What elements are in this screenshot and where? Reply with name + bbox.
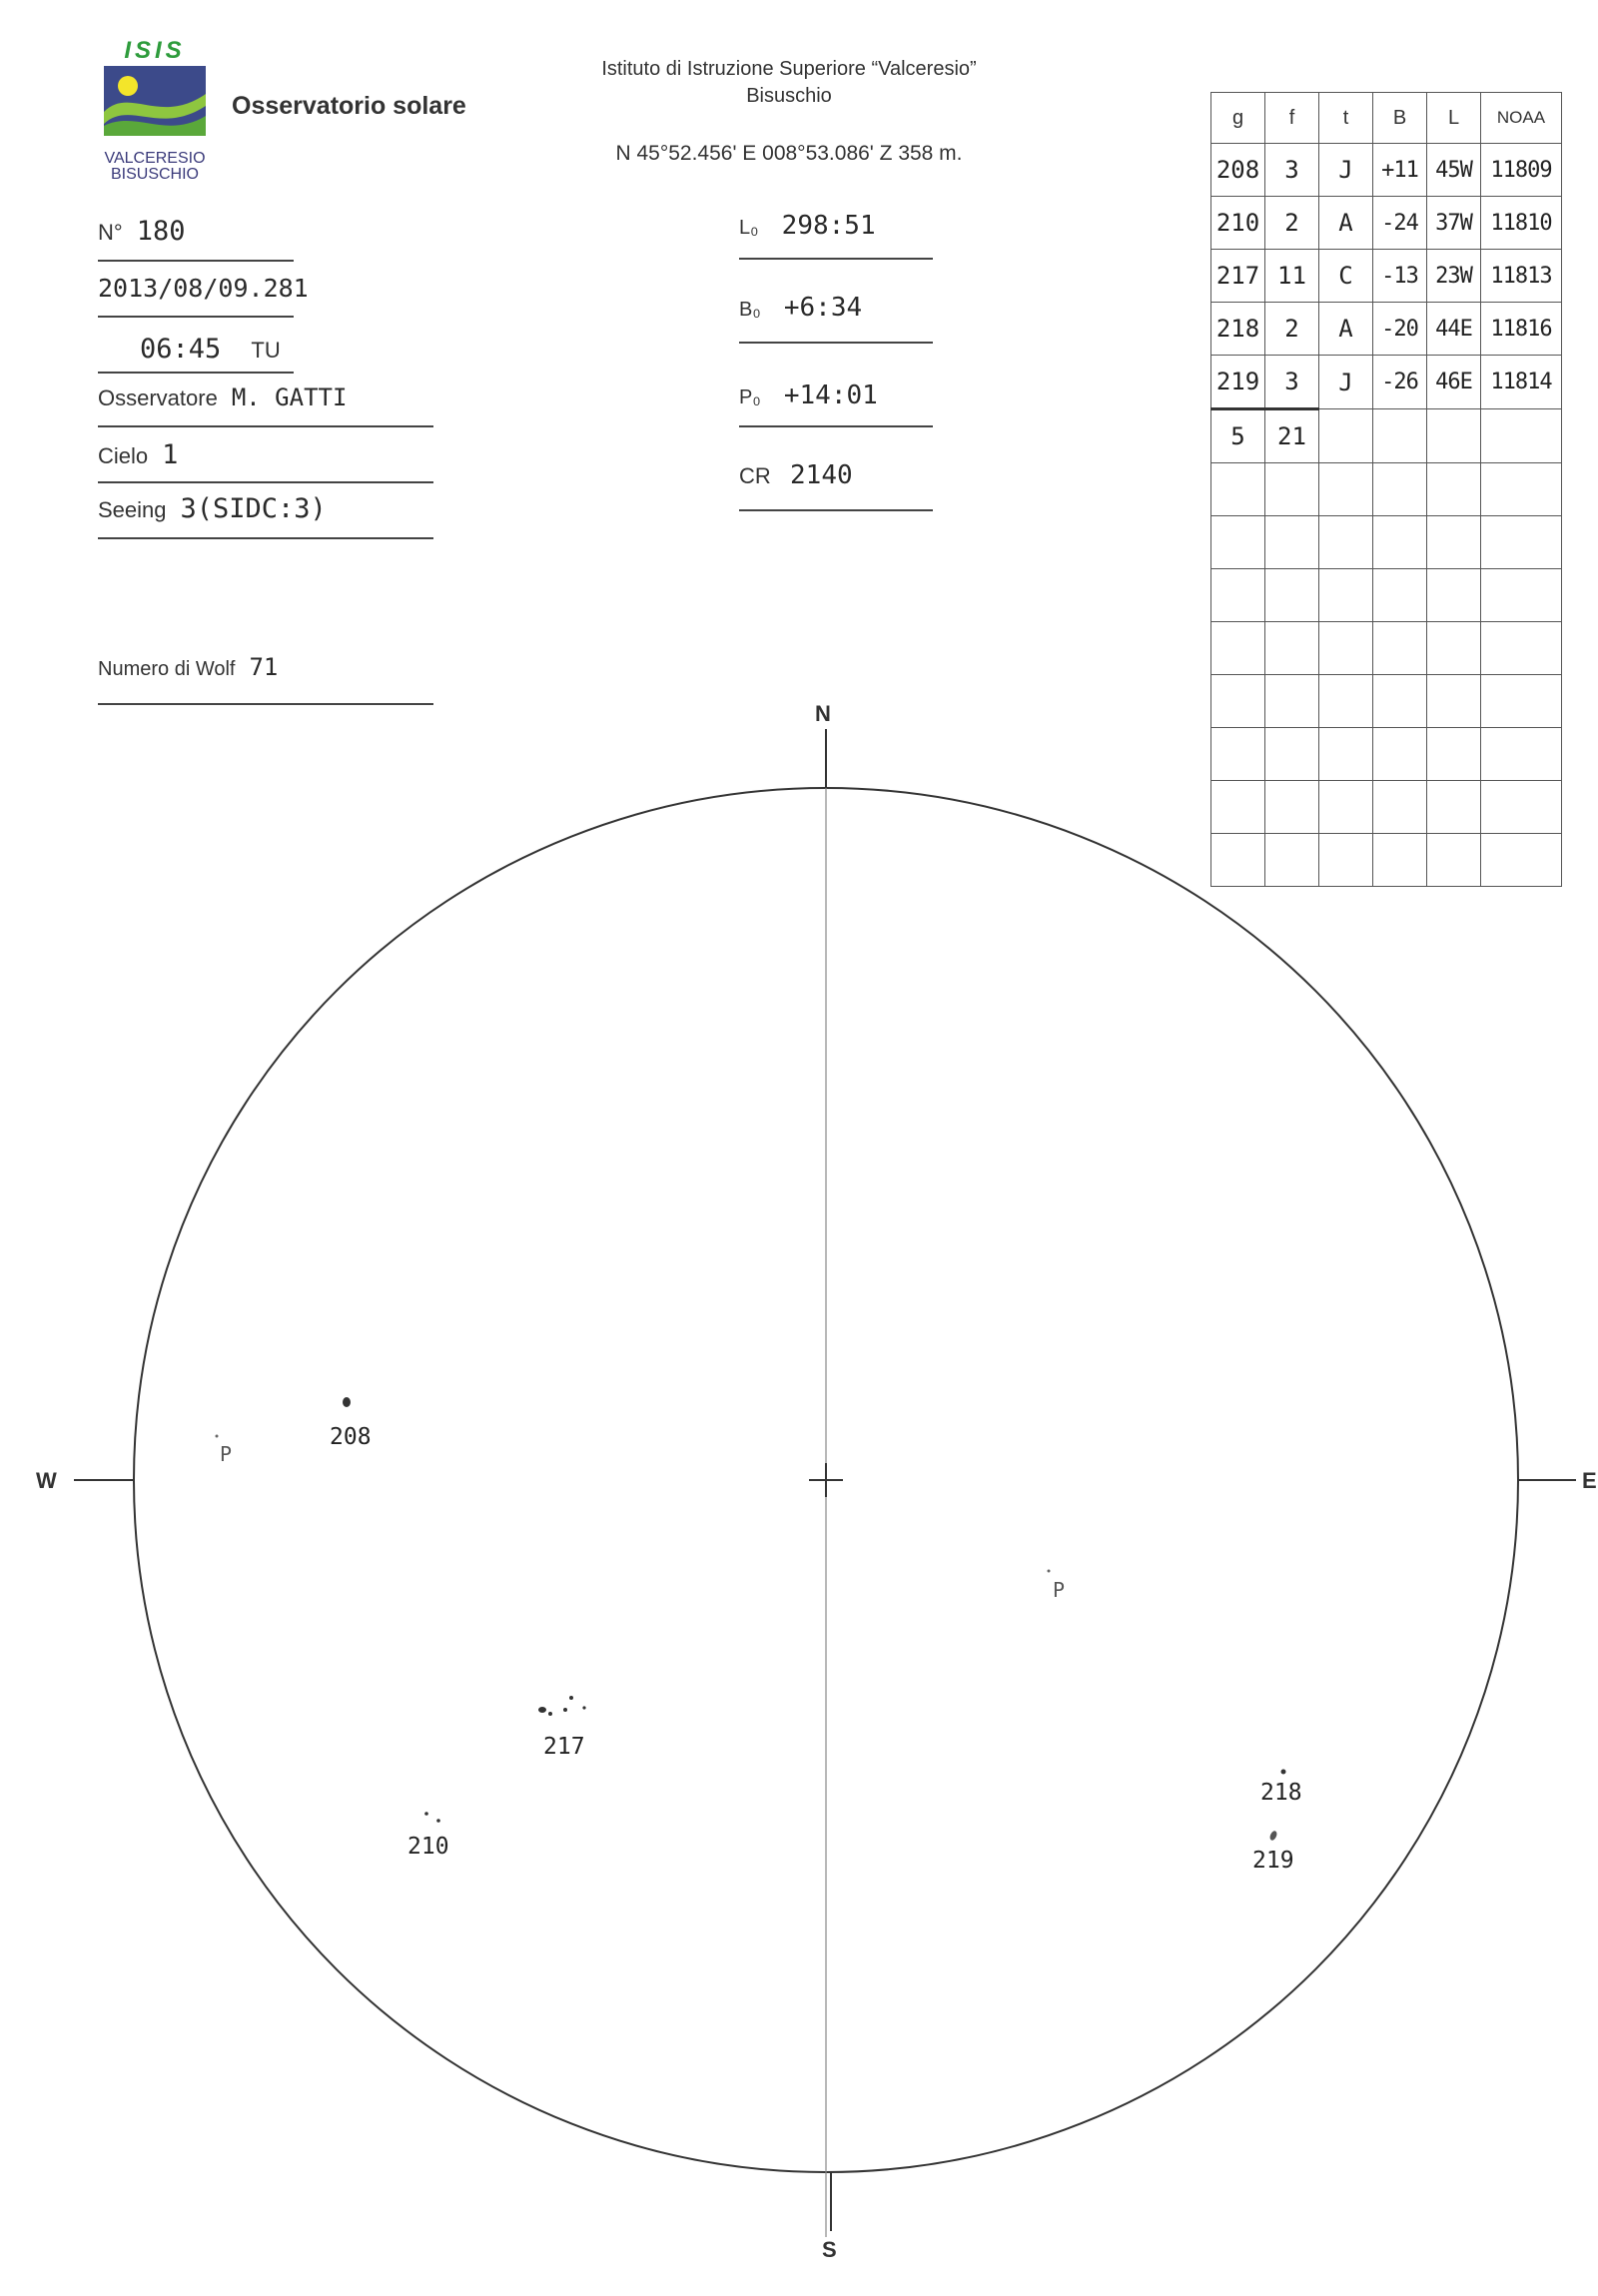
table-cell-f: 3 [1265,144,1319,197]
cr-label: CR [739,463,771,488]
spot-group-218-marks [1281,1770,1286,1775]
table-cell-noaa: 11809 [1481,144,1562,197]
institute-town: Bisuschio [746,85,832,107]
logo-isis-text: ISIS [124,37,186,64]
table-cell-noaa: 11816 [1481,303,1562,356]
table-cell-b: -20 [1373,303,1427,356]
header-b: B [1373,93,1427,144]
header-t: t [1319,93,1373,144]
table-cell-t: A [1319,197,1373,250]
b0-label: B₀ [739,299,761,321]
time-value: 06:45 [140,334,222,365]
table-cell-f: 2 [1265,197,1319,250]
l0-label: L₀ [739,217,759,239]
group-label-210: 210 [407,1834,449,1860]
group-label-208: 208 [330,1424,372,1450]
sky-label: Cielo [98,443,149,468]
table-cell-t: A [1319,303,1373,356]
pole-mark-west: P [220,1442,233,1466]
observatory-title: Osservatorio solare [232,92,466,120]
p0-label: P₀ [739,386,761,408]
group-label-218: 218 [1260,1780,1302,1806]
table-cell-t: J [1319,144,1373,197]
table-cell-b: -13 [1373,250,1427,303]
group-label-217: 217 [543,1734,585,1760]
north-label: N [815,701,831,726]
table-cell-l: 46E [1427,356,1481,409]
header-noaa: NOAA [1481,93,1562,144]
table-cell-b: -24 [1373,197,1427,250]
observer-label: Osservatore [98,385,218,410]
spot-group-219-marks [1268,1830,1278,1842]
pole-dot-east [1048,1570,1051,1573]
seeing-label: Seeing [98,497,167,522]
spot-group-210-marks [424,1812,440,1823]
table-cell-f: 11 [1265,250,1319,303]
sky-value: 1 [162,439,179,470]
table-cell-noaa: 11813 [1481,250,1562,303]
p0-value: +14:01 [783,381,878,410]
table-cell-g: 208 [1211,144,1265,197]
date-value: 2013/08/09.281 [98,274,309,303]
south-label: S [822,2237,837,2262]
logo-caption-line1: VALCERESIO [104,150,206,167]
pole-dot-west [216,1435,219,1438]
east-label: E [1582,1468,1597,1493]
spot-group-208-marks [343,1397,351,1407]
table-cell-noaa: 11810 [1481,197,1562,250]
observer-value: M. GATTI [231,383,348,411]
table-cell-g: 210 [1211,197,1265,250]
table-cell-g: 218 [1211,303,1265,356]
spot-group-217-marks [538,1696,586,1716]
pole-mark-east: P [1053,1578,1066,1602]
table-cell-g: 219 [1211,356,1265,409]
table-cell-noaa: 11814 [1481,356,1562,409]
l0-value: 298:51 [781,211,876,241]
west-label: W [36,1468,57,1493]
table-cell-f: 3 [1265,356,1319,409]
record-number-value: 180 [136,216,186,247]
header-g: g [1211,93,1265,144]
table-cell-l: 44E [1427,303,1481,356]
wolf-number-value: 71 [249,653,279,681]
table-cell-g: 217 [1211,250,1265,303]
table-cell-b: +11 [1373,144,1427,197]
table-cell-t: J [1319,356,1373,409]
b0-value: +6:34 [783,293,863,323]
header-f: f [1265,93,1319,144]
table-cell-l: 45W [1427,144,1481,197]
totals-cell-g: 5 [1211,409,1265,463]
table-cell-l: 37W [1427,197,1481,250]
table-cell-t: C [1319,250,1373,303]
cr-value: 2140 [790,460,853,490]
group-label-219: 219 [1252,1848,1294,1874]
table-cell-l: 23W [1427,250,1481,303]
header-l: L [1427,93,1481,144]
seeing-value: 3(SIDC:3) [180,493,327,524]
time-unit: TU [251,338,281,363]
institute-name: Istituto di Istruzione Superiore “Valceresio” [601,58,977,80]
logo-caption-line2: BISUSCHIO [110,166,199,183]
wolf-number-label: Numero di Wolf [98,658,236,680]
observatory-coordinates: N 45°52.456' E 008°53.086' Z 358 m. [615,142,963,165]
table-cell-f: 2 [1265,303,1319,356]
record-number-label: N° [98,220,123,245]
totals-cell-f: 21 [1265,409,1319,463]
table-cell-b: -26 [1373,356,1427,409]
